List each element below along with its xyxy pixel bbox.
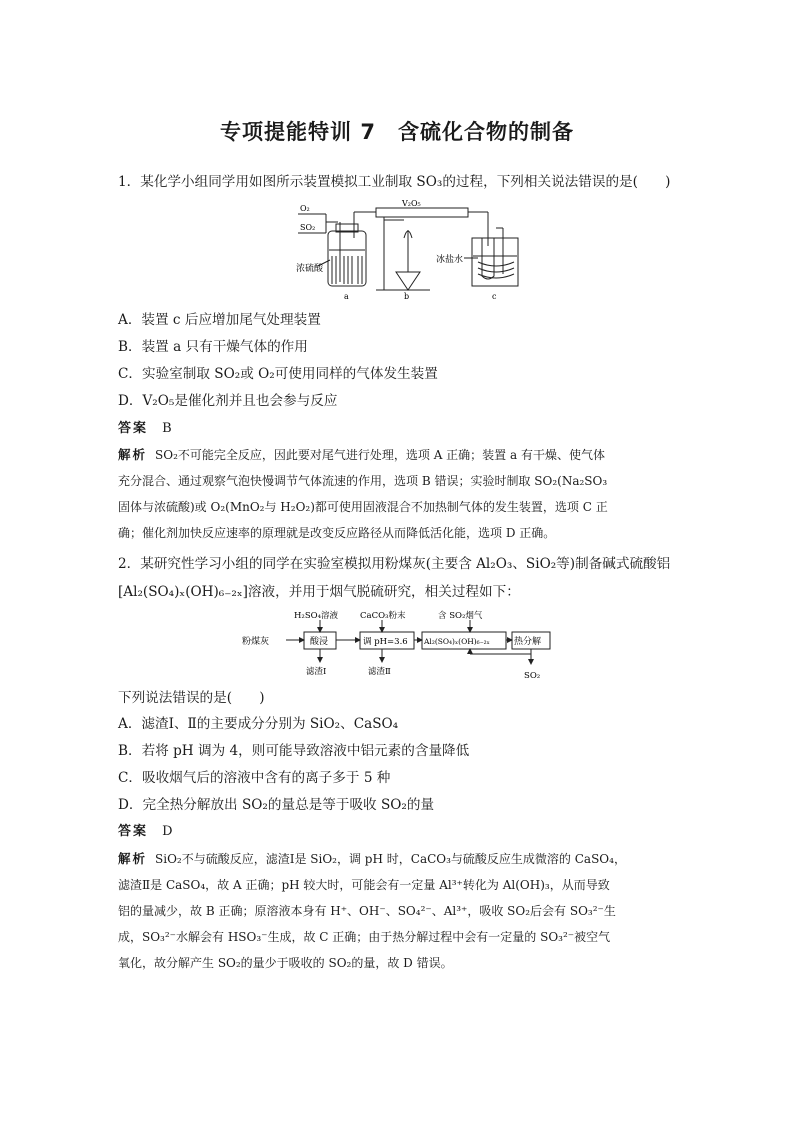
answer-value: D bbox=[162, 824, 173, 839]
flow-step-basic-aluminium-sulfate: Al₂(SO₄)ₓ(OH)₆₋₂ₓ bbox=[424, 637, 490, 646]
q1-answer bbox=[118, 419, 680, 439]
answer-key: 答案 bbox=[118, 421, 149, 436]
analysis-line: 氧化，故分解产生 SO₂的量少于吸收的 SO₂的量，故 D 错误。 bbox=[118, 956, 453, 970]
flow-input-3: 含 SO₂烟气 bbox=[438, 611, 483, 621]
label-o2: O₂ bbox=[300, 204, 310, 213]
label-so2: SO₂ bbox=[300, 223, 316, 232]
answer-value: B bbox=[162, 421, 172, 436]
q1-apparatus-diagram bbox=[296, 198, 522, 302]
analysis-line: 滤渣Ⅱ是 CaSO₄，故 A 正确；pH 较大时，可能会有一定量 Al³⁺转化为 Al(OH)₃，从而导致 bbox=[118, 878, 610, 892]
label-catalyst: V₂O₅ bbox=[402, 199, 421, 208]
answer-key: 答案 bbox=[118, 824, 149, 839]
analysis-line: 成，SO₃²⁻水解会有 HSO₃⁻生成，故 C 正确；由于热分解过程中会有一定量的 SO₃²⁻被空气 bbox=[118, 930, 611, 944]
flow-residue-1: 滤渣Ⅰ bbox=[306, 667, 327, 677]
label-conc-sulfuric-acid: 浓硫酸 bbox=[296, 264, 324, 274]
flow-input-2: CaCO₃粉末 bbox=[360, 611, 406, 621]
q1-option-a: A．装置 c 后应增加尾气处理装置 bbox=[118, 312, 321, 328]
flow-step-thermal-decomposition: 热分解 bbox=[514, 637, 542, 647]
q2-analysis bbox=[118, 846, 680, 976]
label-b: b bbox=[404, 292, 410, 301]
flow-residue-2: 滤渣Ⅱ bbox=[368, 667, 391, 677]
q1-analysis bbox=[118, 442, 680, 546]
q2-option-c: C．吸收烟气后的溶液中含有的离子多于 5 种 bbox=[118, 770, 391, 786]
q2-stem-line1: 2．某研究性学习小组的同学在实验室模拟用粉煤灰(主要含 Al₂O₃、SiO₂等)制备碱式硫酸铝 bbox=[118, 556, 671, 572]
q1-stem: 1．某化学小组同学用如图所示装置模拟工业制取 SO₃的过程，下列相关说法错误的是( ) bbox=[118, 174, 671, 190]
analysis-line: 充分混合、通过观察气泡快慢调节气体流速的作用，选项 B 错误；实验时制取 SO₂(Na₂SO₃ bbox=[118, 474, 608, 488]
q2-flowchart bbox=[242, 608, 554, 682]
page-title: 专项提能特训 7 含硫化合物的制备 bbox=[220, 120, 574, 144]
analysis-line: 解析 SO₂不可能完全反应，因此要对尾气进行处理，选项 A 正确；装置 a 有干燥、使气体 bbox=[118, 447, 605, 462]
analysis-line: 确；催化剂加快反应速率的原理就是改变反应路径从而降低活化能，选项 D 正确。 bbox=[118, 526, 556, 540]
q2-answer bbox=[118, 822, 680, 842]
flow-step-adjust-ph: 调 pH=3.6 bbox=[363, 637, 408, 647]
q2-prompt: 下列说法错误的是( ) bbox=[118, 690, 265, 706]
q1-option-c: C．实验室制取 SO₂或 O₂可使用同样的气体发生装置 bbox=[118, 366, 438, 382]
q2-option-d: D．完全热分解放出 SO₂的量总是等于吸收 SO₂的量 bbox=[118, 797, 435, 813]
analysis-line: 固体与浓硫酸)或 O₂(MnO₂与 H₂O₂)都可使用固液混合不加热制气体的发生装置，选项 C 正 bbox=[118, 500, 608, 514]
analysis-line: 解析 SiO₂不与硫酸反应，滤渣Ⅰ是 SiO₂，调 pH 时，CaCO₃与硫酸反应生成微溶的 CaSO₄， bbox=[118, 851, 626, 866]
analysis-key: 解析 bbox=[118, 851, 148, 866]
q2-option-b: B．若将 pH 调为 4，则可能导致溶液中铝元素的含量降低 bbox=[118, 743, 470, 759]
flow-input-1: H₂SO₄溶液 bbox=[294, 611, 339, 621]
q2-option-a: A．滤渣Ⅰ、Ⅱ的主要成分分别为 SiO₂、CaSO₄ bbox=[118, 716, 399, 732]
analysis-line: 铝的量减少，故 B 正确；原溶液本身有 H⁺、OH⁻、SO₄²⁻、Al³⁺，吸收 SO₂后会有 SO₃²⁻生 bbox=[118, 904, 616, 918]
flow-step-acid-leach: 酸浸 bbox=[310, 637, 329, 647]
q1-option-d: D．V₂O₅是催化剂并且也会参与反应 bbox=[118, 393, 338, 409]
label-a: a bbox=[344, 292, 349, 301]
analysis-key: 解析 bbox=[118, 447, 148, 462]
q1-option-b: B．装置 a 只有干燥气体的作用 bbox=[118, 339, 308, 355]
flow-output-so2: SO₂ bbox=[524, 671, 541, 681]
q2-stem-line2: [Al₂(SO₄)ₓ(OH)₆₋₂ₓ]溶液，并用于烟气脱硫研究，相关过程如下： bbox=[118, 584, 520, 600]
label-ice-salt-water: 冰盐水 bbox=[436, 255, 464, 265]
flow-start: 粉煤灰 bbox=[242, 637, 270, 647]
label-c: c bbox=[492, 292, 497, 301]
